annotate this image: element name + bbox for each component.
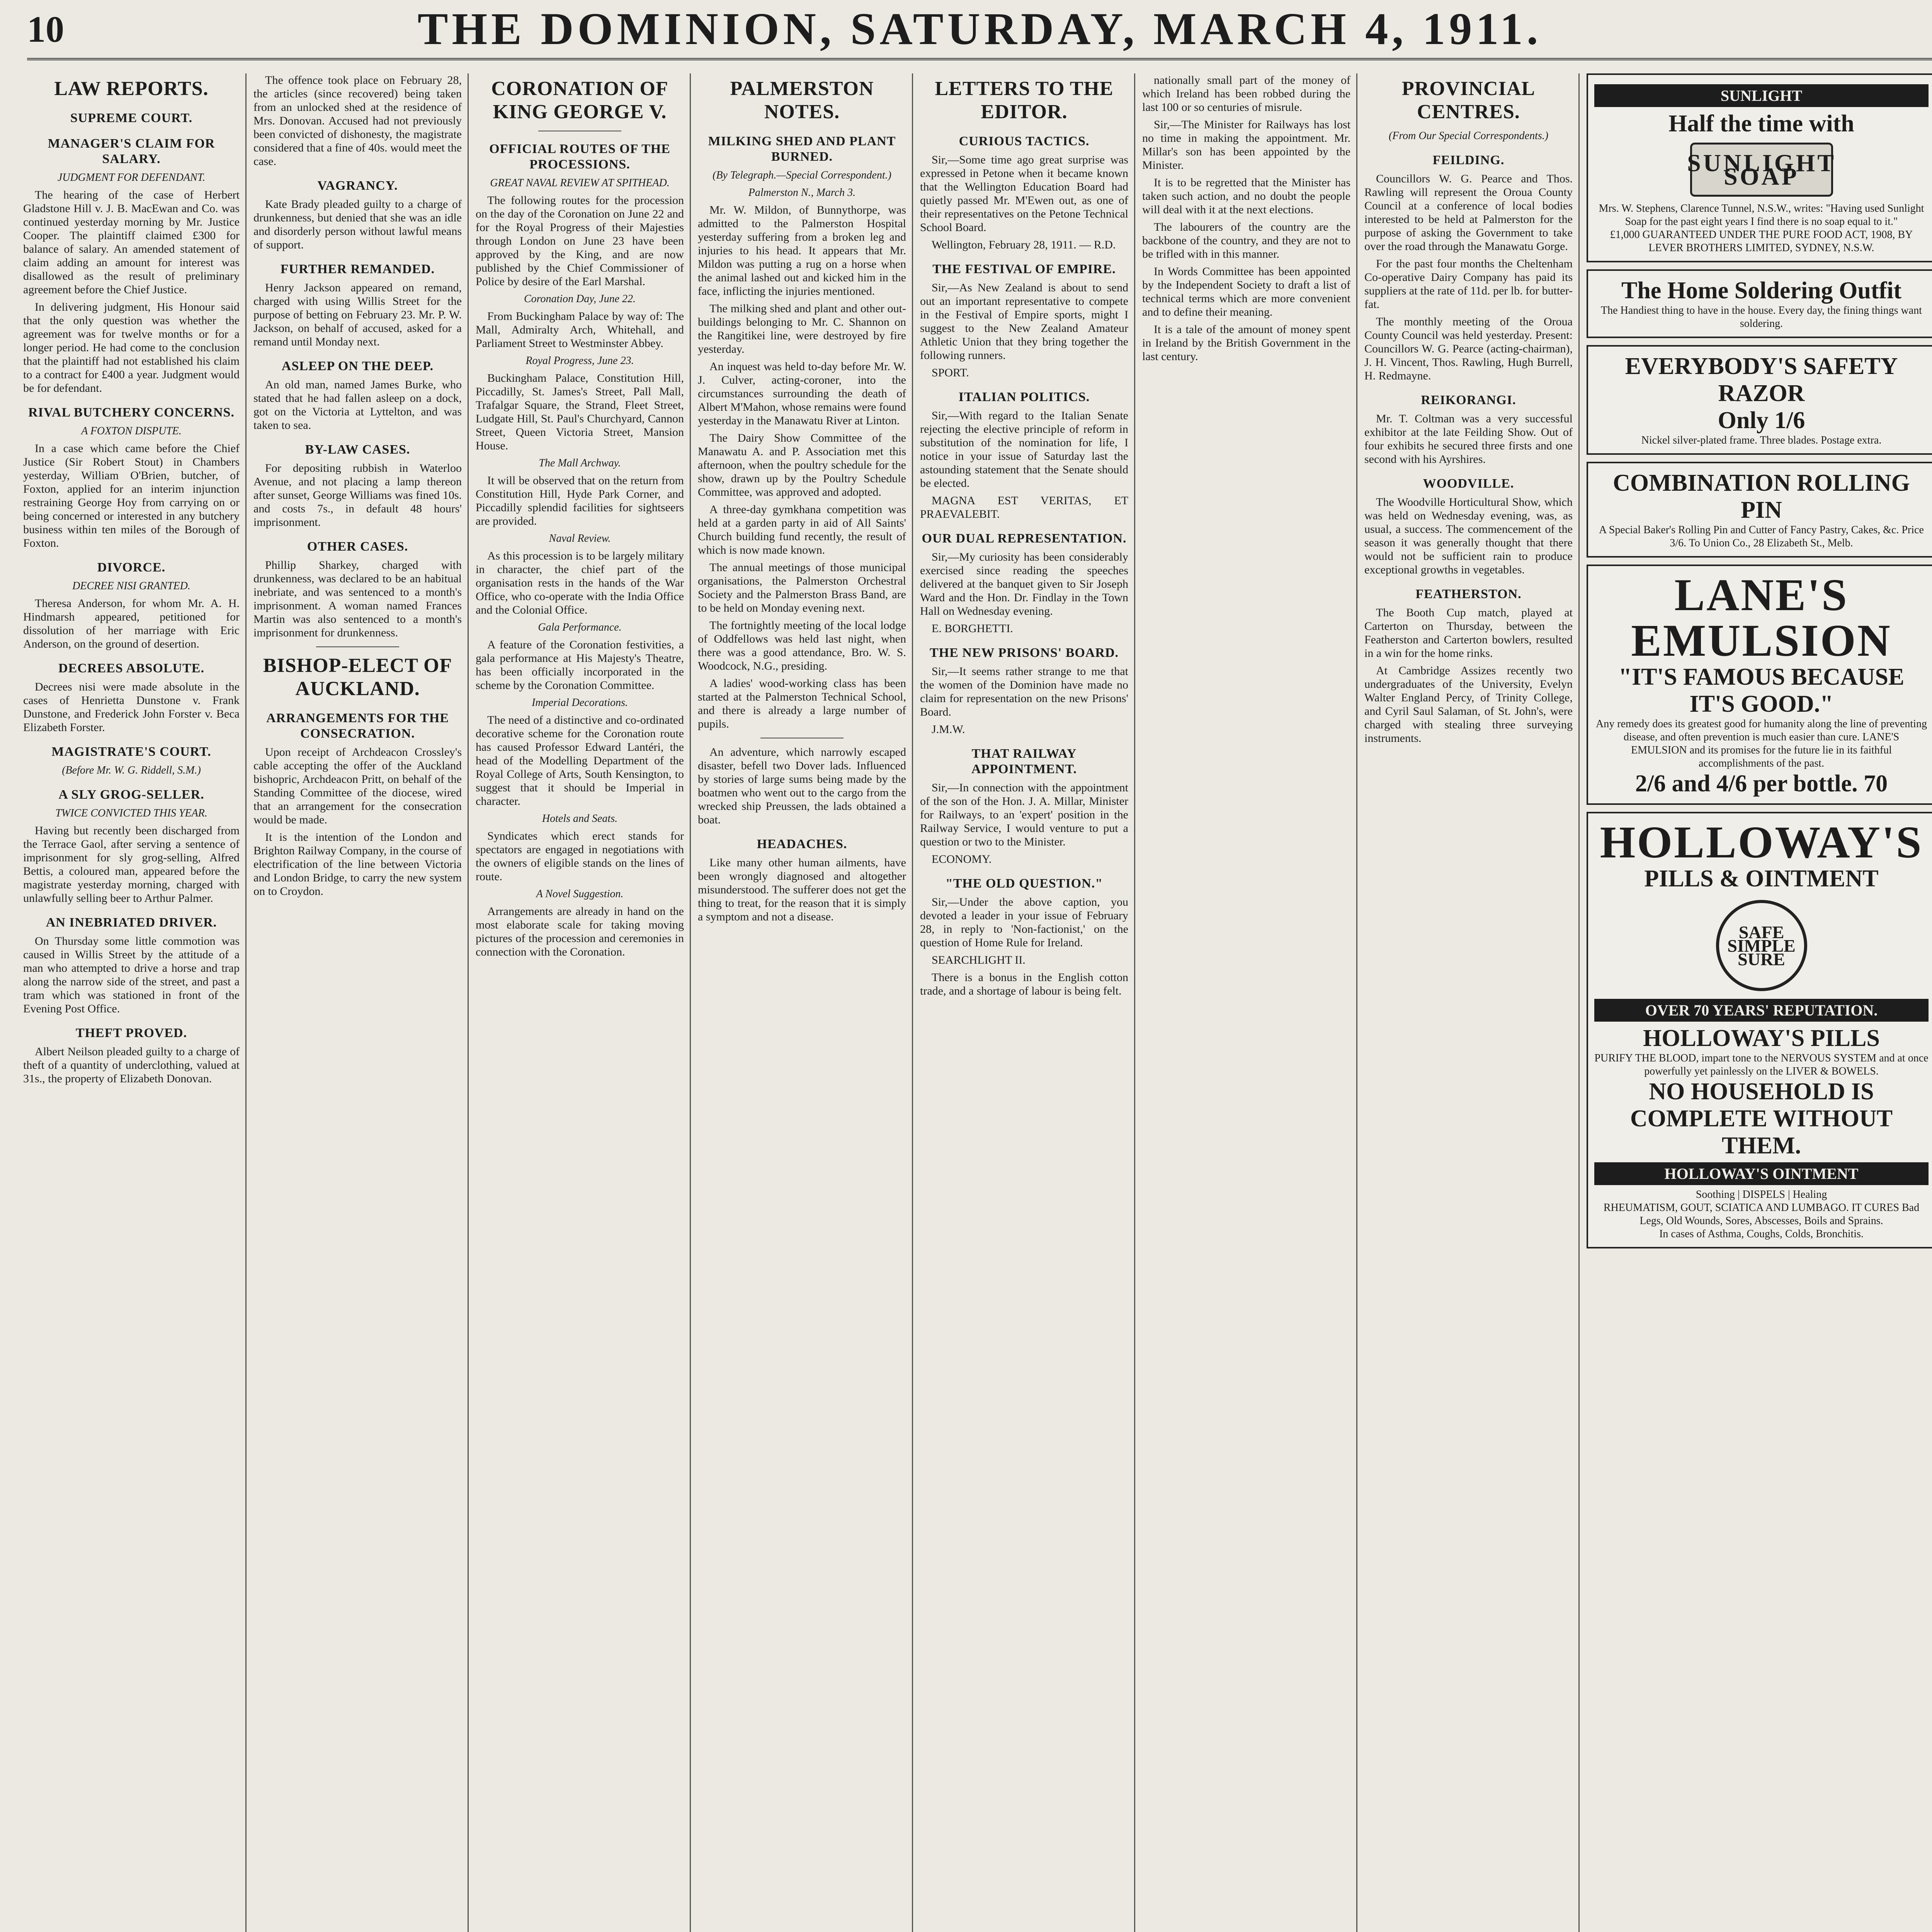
lanes-emulsion: EMULSION bbox=[1631, 615, 1892, 666]
subheading: FURTHER REMANDED. bbox=[280, 262, 435, 276]
rolling-pin-title: COMBINATION ROLLING PIN bbox=[1613, 470, 1910, 523]
paragraph: In a case which came before the Chief Justice (Sir Robert Stout) in Chambers yesterday, William O'Brien, butcher, of Foxton, applied for an interim injunction restraining George Hoy from carrying on or being concerned or interested in any butchery business within ten miles of the Borough of Foxton. bbox=[23, 442, 240, 549]
paragraph: At Cambridge Assizes recently two undergraduates of the University, Evelyn Walter England Percy, of Trinity College, and Cyril Saul Salaman, of St. John's, were charged with stealing three surveying instruments. bbox=[1364, 664, 1573, 745]
subheading: "THE OLD QUESTION." bbox=[945, 876, 1103, 891]
signature: MAGNA EST VERITAS, ET PRAEVALEBIT. bbox=[920, 494, 1128, 520]
section-heading: LAW REPORTS. bbox=[54, 78, 209, 100]
subheading: THAT RAILWAY APPOINTMENT. bbox=[971, 747, 1077, 776]
subheading: MAGISTRATE'S COURT. bbox=[51, 745, 211, 759]
paragraph: From Buckingham Palace by way of: The Mall, Admiralty Arch, Whitehall, and Parliament Street to Westminster Abbey. bbox=[476, 310, 684, 350]
column-letters-continued bbox=[1134, 73, 1350, 1932]
paragraph: Phillip Sharkey, charged with drunkenness, was declared to be an habitual inebriate, and was sentenced to a month's imprisonment. A woman named Frances Martin was also sentenced to a month's imprisonment for drunkenness. bbox=[253, 559, 462, 639]
paragraph: Albert Neilson pleaded guilty to a charge of theft of a quantity of underclothing, valued at 31s., the property of Elizabeth Donovan. bbox=[23, 1045, 240, 1085]
paragraph: An old man, named James Burke, who stated that he had fallen asleep on a dock, got on the Victoria at Lyttelton, and was taken to sea. bbox=[253, 378, 462, 432]
kicker: Coronation Day, June 22. bbox=[524, 293, 636, 305]
paragraph: Henry Jackson appeared on remand, charged with using Willis Street for the purpose of betting on February 23. Mr. P. W. Jackson, on behalf of accused, asked for a remand until Monday next. bbox=[253, 281, 462, 348]
paragraph: The need of a distinctive and co-ordinated decorative scheme for the Coronation route has caused Professor Edward Lantéri, the head of the Modelling Department of the Royal College of Arts, South Kensington, to suggest that it should be Imperial in character. bbox=[476, 714, 684, 808]
paragraph: There is a bonus in the English cotton trade, and a shortage of labour is being felt. bbox=[920, 971, 1128, 997]
masthead bbox=[27, 0, 1932, 60]
paragraph: The Booth Cup match, played at Carterton on Thursday, between the Featherston and Carterton bowlers, resulted in a win for the home rinks. bbox=[1364, 606, 1573, 660]
signature: SEARCHLIGHT II. bbox=[932, 954, 1026, 966]
paragraph: Decrees nisi were made absolute in the cases of Henrietta Dunstone v. Frank Dunstone, and Frederick John Forster v. Beca Elizabeth Forster. bbox=[23, 680, 240, 734]
paragraph: Mr. W. Mildon, of Bunnythorpe, was admitted to the Palmerston Hospital yesterday suffering from a broken leg and injuries to his head. It appears that Mr. Mildon was putting a rug on a horse when the animal lashed out and kicked him in the face, inflicting the injuries mentioned. bbox=[698, 204, 906, 298]
holloway-subtitle: PILLS & OINTMENT bbox=[1644, 866, 1879, 892]
kicker: Royal Progress, June 23. bbox=[526, 355, 634, 367]
sunlight-testimonial: Mrs. W. Stephens, Clarence Tunnel, N.S.W., writes: "Having used Sunlight Soap for the past eight years I find there is no soap equal to it." bbox=[1599, 202, 1924, 228]
sunlight-soap-ad bbox=[1587, 73, 1932, 262]
subheading: RIVAL BUTCHERY CONCERNS. bbox=[28, 405, 235, 420]
column-palmerston bbox=[690, 73, 906, 1932]
kicker: Hotels and Seats. bbox=[542, 813, 618, 825]
paragraph: Buckingham Palace, Constitution Hill, Piccadilly, St. James's Street, Pall Mall, Trafalgar Square, the Strand, Fleet Street, Ludgate Hill, St. Paul's Churchyard, Cannon Street, Queen Victoria Street, Mansion House. bbox=[476, 372, 684, 452]
sunlight-guarantee: £1,000 GUARANTEED UNDER THE PURE FOOD ACT, 1908, BY LEVER BROTHERS LIMITED, SYDNEY, N.S.W. bbox=[1610, 229, 1913, 254]
subheading: FEILDING. bbox=[1432, 153, 1505, 167]
paragraph: It will be observed that on the return from Constitution Hill, Hyde Park Corner, and Piccadilly splendid facilities for sightseers are provided. bbox=[476, 474, 684, 527]
signature: SPORT. bbox=[932, 366, 969, 379]
section-heading: PALMERSTON NOTES. bbox=[730, 78, 874, 123]
holloway-reputation: OVER 70 YEARS' REPUTATION. bbox=[1594, 999, 1929, 1022]
kicker: Imperial Decorations. bbox=[532, 697, 628, 709]
signature: Wellington, February 28, 1911. — R.D. bbox=[932, 238, 1116, 251]
paragraph: As this procession is to be largely military in character, the chief part of the organisation rests in the hands of the War Office, who co-operate with the India Office and the Colonial Office. bbox=[476, 549, 684, 616]
subheading: MANAGER'S CLAIM FOR SALARY. bbox=[48, 136, 215, 166]
paragraph: Syndicates which erect stands for spectators are engaged in negotiations with the owners of eligible stands on the lines of route. bbox=[476, 830, 684, 883]
paragraph: In delivering judgment, His Honour said that the only question was whether the agreement was for twelve months or for a longer period. He had come to the conclusion that the plaintiff had not established his claim to a contract for £400 a year. Judgment would be for defendant. bbox=[23, 301, 240, 395]
paragraph: For depositing rubbish in Waterloo Avenue, and not placing a lamp thereon after sunset, George Williams was fined 10s. and costs 7s., in default 48 hours' imprisonment. bbox=[253, 462, 462, 529]
paragraph: The hearing of the case of Herbert Gladstone Hill v. J. B. MacEwan and Co. was continued yesterday morning by Mr. Justice Cooper. The plaintiff claimed £300 for balance of salary. An amended statement of claim adding an amount for interest was disallowed as the result of preliminary agreement before the Chief Justice. bbox=[23, 189, 240, 296]
kicker: The Mall Archway. bbox=[539, 457, 621, 469]
holloway-ointment: HOLLOWAY'S OINTMENT bbox=[1594, 1162, 1929, 1185]
subheading: MILKING SHED AND PLANT BURNED. bbox=[708, 134, 896, 164]
paragraph: The labourers of the country are the backbone of the country, and they are not to be trifled with in this manner. bbox=[1142, 221, 1350, 260]
paragraph: The Woodville Horticultural Show, which was held on Wednesday evening, was, as usual, a success. The commencement of the season it was generally thought that there would not be sufficient rain to produce exceptional growths in vegetables. bbox=[1364, 496, 1573, 576]
razor-price: Only 1/6 bbox=[1718, 407, 1805, 434]
paragraph: The monthly meeting of the Oroua County Council was held yesterday. Present: Councillors W. G. Pearce (acting-chairman), J. H. Vincent, Thos. Rawling, Hugh Burrell, H. Redmayne. bbox=[1364, 315, 1573, 382]
section-heading: PROVINCIAL CENTRES. bbox=[1401, 78, 1536, 123]
paragraph: The following routes for the procession on the day of the Coronation on June 22 and for the Royal Progress of their Majesties through London on June 23 have been approved by the King, and are now published by the Chief Commissioner of Police by desire of the Earl Marshal. bbox=[476, 194, 684, 288]
paragraph: The Dairy Show Committee of the Manawatu A. and P. Association met this afternoon, when the poultry schedule for the show, drawn up by the Poultry Schedule Committee, was approved and adopted. bbox=[698, 432, 906, 498]
lanes-tagline: "IT'S FAMOUS BECAUSE IT'S GOOD." bbox=[1618, 664, 1905, 717]
sunlight-slogan: Half the time with bbox=[1668, 111, 1854, 137]
paragraph: A three-day gymkhana competition was held at a garden party in aid of All Saints' Church building fund recently, the result of which is now made known. bbox=[698, 503, 906, 556]
soldering-text: The Handiest thing to have in the house. Every day, the fining things want soldering. bbox=[1600, 304, 1922, 330]
paragraph: Sir,—The Minister for Railways has lost no time in making the appointment. Mr. Millar's son has been appointed by the Minister. bbox=[1142, 118, 1350, 172]
paragraph: A ladies' wood-working class has been started at the Palmerston Technical School, and there is already a large number of pupils. bbox=[698, 677, 906, 730]
razor-title: EVERYBODY'S SAFETY RAZOR bbox=[1625, 353, 1898, 406]
subheading: A SLY GROG-SELLER. bbox=[58, 787, 204, 802]
subheading: AN INEBRIATED DRIVER. bbox=[46, 915, 217, 930]
paragraph: Sir,—Under the above caption, you devoted a leader in your issue of February 28, in reply to 'Non-factionist,' on the question of Home Rule for Ireland. bbox=[920, 896, 1128, 949]
subheading: HEADACHES. bbox=[757, 837, 847, 851]
soap-bar-icon: SUNLIGHT SOAP bbox=[1690, 143, 1833, 197]
kicker: A FOXTON DISPUTE. bbox=[81, 425, 182, 437]
signature: E. BORGHETTI. bbox=[932, 622, 1013, 635]
dateline: Palmerston N., March 3. bbox=[748, 187, 856, 199]
section-heading: BISHOP-ELECT OF AUCKLAND. bbox=[263, 655, 452, 700]
paragraph: An adventure, which narrowly escaped disaster, befell two Dover lads. Influenced by stories of large sums being made by the boatmen who went out to the cargo from the wrecked ship Preussen, the lads obtained a boat. bbox=[698, 746, 906, 826]
paragraph: In Words Committee has been appointed by the Independent Society to draft a list of technical terms which are more convenient and to define their meaning. bbox=[1142, 265, 1350, 318]
paragraph: Sir,—In connection with the appointment of the son of the Hon. J. A. Millar, Minister for Railways, to an 'expert' position in the Railway Service, I would venture to put a question or two to the Minister. bbox=[920, 781, 1128, 848]
subheading: REIKORANGI. bbox=[1421, 393, 1516, 407]
column-letters bbox=[912, 73, 1128, 1932]
lanes-brand: LANE'S bbox=[1674, 570, 1849, 620]
paragraph: The annual meetings of those municipal organisations, the Palmerston Orchestral Society and the Palmerston Brass Band, are to be held on Monday evening next. bbox=[698, 561, 906, 614]
section-heading: CORONATION OF KING GEORGE V. bbox=[491, 78, 668, 123]
paragraph: An inquest was held to-day before Mr. W. J. Culver, acting-coroner, into the circumstances surrounding the death of Albert M'Mahon, whose remains were found yesterday in the Manawatu River at Linton. bbox=[698, 360, 906, 427]
kicker: Gala Performance. bbox=[538, 621, 622, 633]
soldering-outfit-ad bbox=[1587, 269, 1932, 338]
kicker: DECREE NISI GRANTED. bbox=[72, 580, 190, 592]
safety-razor-ad bbox=[1587, 345, 1932, 455]
paragraph: nationally small part of the money of which Ireland has been robbed during the last 100 or so centuries of misrule. bbox=[1142, 74, 1350, 114]
paragraph: Councillors W. G. Pearce and Thos. Rawling will represent the Oroua County Council at a conference of local bodies interested to be held at Palmerston for the purpose of asking the Government to take over the road through the Manawatu Gorge. bbox=[1364, 172, 1573, 253]
subheading: ASLEEP ON THE DEEP. bbox=[281, 359, 434, 373]
seal-icon: SAFE SIMPLE SURE bbox=[1716, 900, 1807, 991]
kicker: JUDGMENT FOR DEFENDANT. bbox=[57, 172, 206, 184]
paragraph: It is the intention of the London and Brighton Railway Company, in the course of electrification of the line between Victoria and London Bridge, to carry the new system on to Croydon. bbox=[253, 831, 462, 898]
column-law-reports bbox=[23, 73, 240, 1932]
paragraph: Like many other human ailments, have been wrongly diagnosed and altogether misunderstood. The sufferer does not get the thing to treat, for the reason that it is simply a symptom and not a disease. bbox=[698, 856, 906, 923]
paragraph: For the past four months the Cheltenham Co-operative Dairy Company has paid its suppliers at the rate of 11d. per lb. for butter-fat. bbox=[1364, 257, 1573, 311]
paragraph: Upon receipt of Archdeacon Crossley's cable accepting the offer of the Auckland bishopric, Archdeacon Pritt, on behalf of the Standing Committee of the diocese, wired that an arrangement for the consecration would be made. bbox=[253, 746, 462, 826]
paragraph: A feature of the Coronation festivities, a gala performance at His Majesty's Theatre, has been officially incorporated in the scheme by the Coronation Committee. bbox=[476, 638, 684, 692]
subheading: ITALIAN POLITICS. bbox=[958, 390, 1090, 404]
column-law-continued bbox=[245, 73, 462, 1932]
subheading: OFFICIAL ROUTES OF THE PROCESSIONS. bbox=[489, 142, 670, 172]
signature: ECONOMY. bbox=[932, 853, 992, 866]
columns bbox=[23, 73, 1932, 1932]
holloways-ad bbox=[1587, 812, 1932, 1248]
kicker: TWICE CONVICTED THIS YEAR. bbox=[55, 807, 207, 819]
page-number: 10 bbox=[27, 8, 64, 50]
column-advertisements bbox=[1578, 73, 1932, 1932]
paragraph: Kate Brady pleaded guilty to a charge of drunkenness, but denied that she was an idle and disorderly person without lawful means of support. bbox=[253, 198, 462, 251]
paragraph: Sir,—As New Zealand is about to send out an important representative to compete in the Festival of Empire sports, might I suggest to the New Zealand Amateur Athletic Union that they bring together the following runners. bbox=[920, 281, 1128, 362]
holloway-title: HOLLOWAY'S bbox=[1600, 817, 1923, 867]
paragraph: Sir,—It seems rather strange to me that the women of the Dominion have made no claim for representation on the new Prisons' Board. bbox=[920, 665, 1128, 718]
newspaper-title: THE DOMINION, SATURDAY, MARCH 4, 1911. bbox=[417, 3, 1542, 54]
paragraph: Sir,—Some time ago great surprise was expressed in Petone when it became known that the Wellington Education Board had quietly passed Mr. M'Ewen out, as one of their representatives on the Petone Technical School Board. bbox=[920, 153, 1128, 234]
subheading: THE FESTIVAL OF EMPIRE. bbox=[932, 262, 1116, 276]
subheading: OUR DUAL REPRESENTATION. bbox=[922, 531, 1127, 546]
paragraph: It is a tale of the amount of money spent in Ireland by the British Government in the last century. bbox=[1142, 323, 1350, 363]
column-coronation bbox=[468, 73, 684, 1932]
paragraph: The milking shed and plant and other out-buildings belonging to Mr. C. Shannon on the Rangitikei line, were destroyed by fire yesterday. bbox=[698, 302, 906, 355]
section-heading: LETTERS TO THE EDITOR. bbox=[935, 78, 1114, 123]
paragraph: The fortnightly meeting of the local lodge of Oddfellows was held last night, when there was a good attendance, Bro. W. S. Woodcock, N.G., presiding. bbox=[698, 619, 906, 672]
paragraph: The offence took place on February 28, the articles (since recovered) being taken from an unlocked shed at the residence of Mrs. Donovan. Accused had not previously been convicted of dishonesty, the magistrate considered that a fine of 40s. would meet the case. bbox=[253, 74, 462, 168]
subheading: SUPREME COURT. bbox=[70, 111, 193, 125]
kicker: A Novel Suggestion. bbox=[536, 888, 624, 900]
holloway-household: NO HOUSEHOLD IS COMPLETE WITHOUT THEM. bbox=[1630, 1078, 1893, 1159]
holloway-cases: In cases of Asthma, Coughs, Colds, Bronchitis. bbox=[1659, 1228, 1864, 1240]
kicker: (From Our Special Correspondents.) bbox=[1388, 130, 1549, 142]
holloway-soothing: Soothing | DISPELS | Healing bbox=[1696, 1189, 1827, 1201]
sunlight-brand: SUNLIGHT bbox=[1594, 84, 1929, 107]
subheading: CURIOUS TACTICS. bbox=[959, 134, 1090, 148]
holloway-pills-text: PURIFY THE BLOOD, impart tone to the NERVOUS SYSTEM and at once powerfully yet painlessly on the LIVER & BOWELS. bbox=[1594, 1052, 1929, 1077]
kicker: GREAT NAVAL REVIEW AT SPITHEAD. bbox=[490, 177, 670, 189]
razor-text: Nickel silver-plated frame. Three blades. Postage extra. bbox=[1641, 434, 1882, 446]
paragraph: Mr. T. Coltman was a very successful exhibitor at the late Feilding Show. Out of four exhibits he secured three firsts and one second with his Ayrshires. bbox=[1364, 412, 1573, 466]
lanes-emulsion-ad bbox=[1587, 565, 1932, 805]
kicker: (By Telegraph.—Special Correspondent.) bbox=[713, 169, 891, 181]
rolling-pin-ad bbox=[1587, 462, 1932, 558]
subheading: THE NEW PRISONS' BOARD. bbox=[929, 646, 1119, 660]
paragraph: On Thursday some little commotion was caused in Willis Street by the attitude of a man who attempted to drive a horse and trap along the narrow side of the street, and past a tram which was stationed in front of the Evening Post Office. bbox=[23, 935, 240, 1015]
lanes-body: Any remedy does its greatest good for humanity along the line of preventing disease, and often prevention is much easier than cure. LANE'S EMULSION and its promises for the future lie in its faithful accomplishments of the past. bbox=[1596, 718, 1927, 769]
paragraph: Having but recently been discharged from the Terrace Gaol, after serving a sentence of imprisonment for sly grog-selling, Alfred Bettis, a coloured man, appeared before the magistrate yesterday morning, charged with unlawfully selling beer to Arthur Palmer. bbox=[23, 824, 240, 905]
subheading: VAGRANCY. bbox=[317, 179, 398, 193]
subheading: THEFT PROVED. bbox=[75, 1026, 187, 1040]
paragraph: Sir,—My curiosity has been considerably exercised since reading the speeches delivered at the banquet given to Sir Joseph Ward and the Hon. Dr. Findlay in the Town Hall on Wednesday evening. bbox=[920, 551, 1128, 617]
subheading: BY-LAW CASES. bbox=[305, 442, 410, 457]
kicker: Naval Review. bbox=[549, 532, 611, 544]
holloway-pills: HOLLOWAY'S PILLS bbox=[1643, 1025, 1880, 1051]
subheading: DIVORCE. bbox=[97, 560, 166, 575]
paragraph: Arrangements are already in hand on the most elaborate scale for taking moving pictures of the procession and ceremonies in connection with the Coronation. bbox=[476, 905, 684, 958]
holloway-cures: RHEUMATISM, GOUT, SCIATICA AND LUMBAGO. IT CURES Bad Legs, Old Wounds, Sores, Abscesses, Boils and Sprains. bbox=[1603, 1202, 1920, 1227]
subheading: FEATHERSTON. bbox=[1415, 587, 1522, 601]
paragraph: Theresa Anderson, for whom Mr. A. H. Hindmarsh appeared, petitioned for dissolution of her marriage with Eric Anderson, on the ground of desertion. bbox=[23, 597, 240, 650]
lanes-price: 2/6 and 4/6 per bottle. 70 bbox=[1635, 770, 1888, 797]
divider bbox=[316, 646, 400, 647]
subheading: WOODVILLE. bbox=[1423, 476, 1514, 491]
rolling-pin-text: A Special Baker's Rolling Pin and Cutter of Fancy Pastry, Cakes, &c. Price 3/6. To Union Co., 28 Elizabeth St., Melb. bbox=[1599, 524, 1924, 549]
column-provincial bbox=[1356, 73, 1573, 1932]
subheading: OTHER CASES. bbox=[307, 539, 408, 554]
paragraph: It is to be regretted that the Minister has taken such action, and no doubt the people will deal with it at the next elections. bbox=[1142, 176, 1350, 216]
soldering-title: The Home Soldering Outfit bbox=[1621, 277, 1902, 304]
subheading: DECREES ABSOLUTE. bbox=[58, 661, 204, 675]
paragraph: Sir,—With regard to the Italian Senate rejecting the elective principle of reform in substitution of the nomination for life, I notice in your issue of Saturday last the astounding statement that the Senate should be elected. bbox=[920, 409, 1128, 490]
signature: J.M.W. bbox=[932, 723, 965, 736]
subheading: ARRANGEMENTS FOR THE CONSECRATION. bbox=[266, 711, 449, 741]
kicker: (Before Mr. W. G. Riddell, S.M.) bbox=[62, 764, 201, 776]
